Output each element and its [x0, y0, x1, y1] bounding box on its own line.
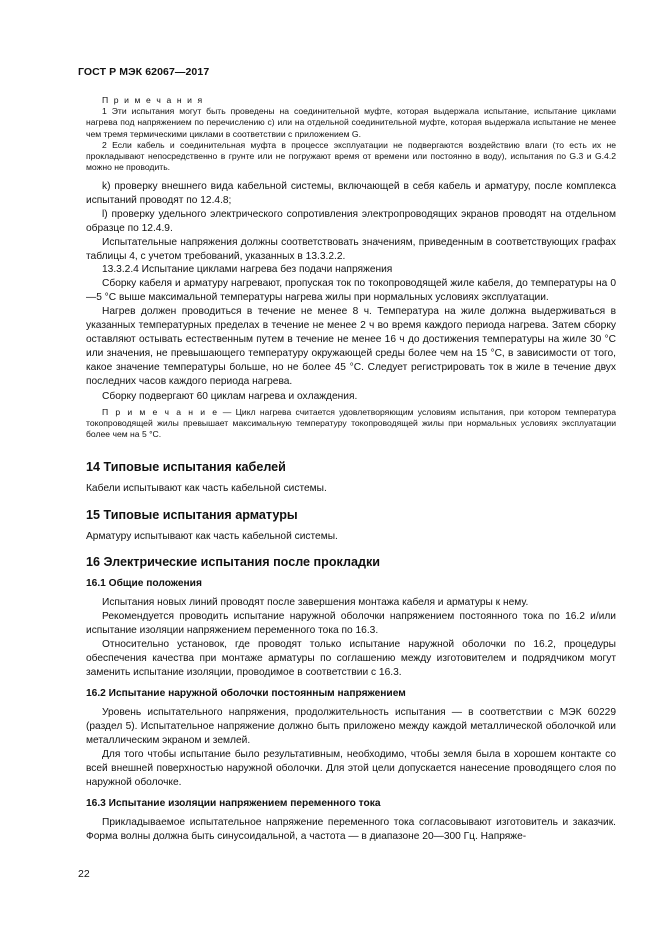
section-16-title: 16 Электрические испытания после прокладки	[86, 555, 381, 569]
item-l: l) проверку удельного электрического сопротивления электропроводящих экранов проводят на отдельном образце по 12.4.9.	[86, 208, 616, 234]
section-15	[86, 507, 616, 544]
section-16-1	[86, 577, 616, 679]
section-16	[86, 554, 616, 570]
section-15-text: Арматуру испытывают как часть кабельной системы.	[86, 531, 338, 542]
section-15-title: 15 Типовые испытания арматуры	[86, 508, 298, 522]
document-header: ГОСТ Р МЭК 62067—2017	[78, 66, 210, 78]
paragraph: Прикладываемое испытательное напряжение переменного тока согласовывают изготовитель и заказчик. Форма волны должна быть синусоидальной, а частота — в диапазоне 20—300 Гц. Напряже-	[86, 817, 616, 842]
section-16-1-title: 16.1 Общие положения	[86, 578, 202, 589]
paragraph: Испытательные напряжения должны соответствовать значениям, приведенным в соответствующих графах таблицы 4, с учетом требований, указанных в 13.3.2.2.	[86, 236, 616, 262]
note-2: 2 Если кабель и соединительная муфта в процессе эксплуатации не подвергаются воздействию влаги (то есть их не прокладывают непосредственно в грунте или не погружают время от времени или постоянно в воду), испытания по G.3 и G.4.2 можно не проводить.	[86, 139, 616, 173]
notes-block	[86, 95, 616, 173]
section-14-title: 14 Типовые испытания кабелей	[86, 460, 286, 474]
paragraph: Сборку кабеля и арматуру нагревают, пропуская ток по токопроводящей жиле кабеля, до температуры на 0—5 °С выше максимальной температуры нагрева жилы при нормальных условиях эксплуатации.	[86, 278, 616, 304]
section-16-3-title: 16.3 Испытание изоляции напряжением переменного тока	[86, 798, 381, 809]
page-number: 22	[78, 868, 90, 880]
paragraph: Уровень испытательного напряжения, продолжительность испытания — в соответствии с МЭК 60229 (раздел 5). Испытательное напряжение должно быть приложено между каждой металлической оболочкой или металлическим экраном и землей.	[86, 707, 616, 746]
note-label: П р и м е ч а н и е	[102, 407, 219, 417]
section-16-2	[86, 687, 616, 789]
note-block-2	[86, 407, 616, 441]
paragraph: Сборку подвергают 60 циклам нагрева и охлаждения.	[102, 390, 358, 402]
paragraph: Испытания новых линий проводят после завершения монтажа кабеля и арматуры к нему.	[102, 597, 529, 608]
section-16-2-title: 16.2 Испытание наружной оболочки постоянным напряжением	[86, 688, 406, 699]
paragraph: Рекомендуется проводить испытание наружной оболочки напряжением постоянного тока по 16.2 и/или испытание изоляции напряжением переменного тока по 16.3.	[86, 610, 616, 636]
section-16-3	[86, 797, 616, 844]
section-14-text: Кабели испытывают как часть кабельной системы.	[86, 483, 327, 494]
note-1: 1 Эти испытания могут быть проведены на соединительной муфте, которая выдержала испытание, испытание циклами нагрева под напряжением по перечислению c) или на отдельной соединительной муфте, которая выдержала испытание не менее чем тремя термическими циклами в соответствии с приложением G.	[86, 106, 616, 139]
paragraph: Для того чтобы испытание было результативным, необходимо, чтобы земля была в хорошем контакте со всей внешней поверхностью наружной оболочки. Для этой цели допускается нанесение проводящего слоя по наружной оболочке.	[86, 748, 616, 788]
note-cycle	[86, 407, 616, 441]
body-section-13	[86, 180, 616, 404]
item-k: k) проверку внешнего вида кабельной системы, включающей в себя кабель и арматуру, после комплекса испытаний проводят по 12.4.8;	[86, 181, 616, 206]
paragraph: Относительно установок, где проводят только испытание наружной оболочки по 16.2, процедуры обеспечения качества при монтаже арматуры по соглашению между изготовителем и подрядчиком могут заменить испытание изоляции, проводимое в соответствии с 16.3.	[86, 638, 616, 678]
paragraph: Нагрев должен проводиться в течение не менее 8 ч. Температура на жиле должна выдерживаться в указанных температурных пределах в течение не менее 2 ч во время каждого периода нагрева. Затем сборку оставляют остывать естественным путем в течение не менее 16 ч до достижения температуры на жиле 30 °С или значения, не превышающего температуру окружающей среды более чем на 15 °С, в зависимости от того, какое значение температуры больше, но не более 45 °С. Следует регистрировать ток в жиле в течение двух последних часов каждого периода нагрева.	[86, 306, 616, 387]
notes-title: П р и м е ч а н и я	[102, 95, 204, 105]
section-14	[86, 459, 616, 496]
subclause-title: 13.3.2.4 Испытание циклами нагрева без подачи напряжения	[102, 264, 393, 276]
note-text: — Цикл нагрева считается удовлетворяющим условиям испытания, при котором температура токопроводящей жилы превышает максимальную температуру токопроводящей жилы при нормальных условиях эксплуатации более чем на 5 °С.	[86, 407, 616, 440]
